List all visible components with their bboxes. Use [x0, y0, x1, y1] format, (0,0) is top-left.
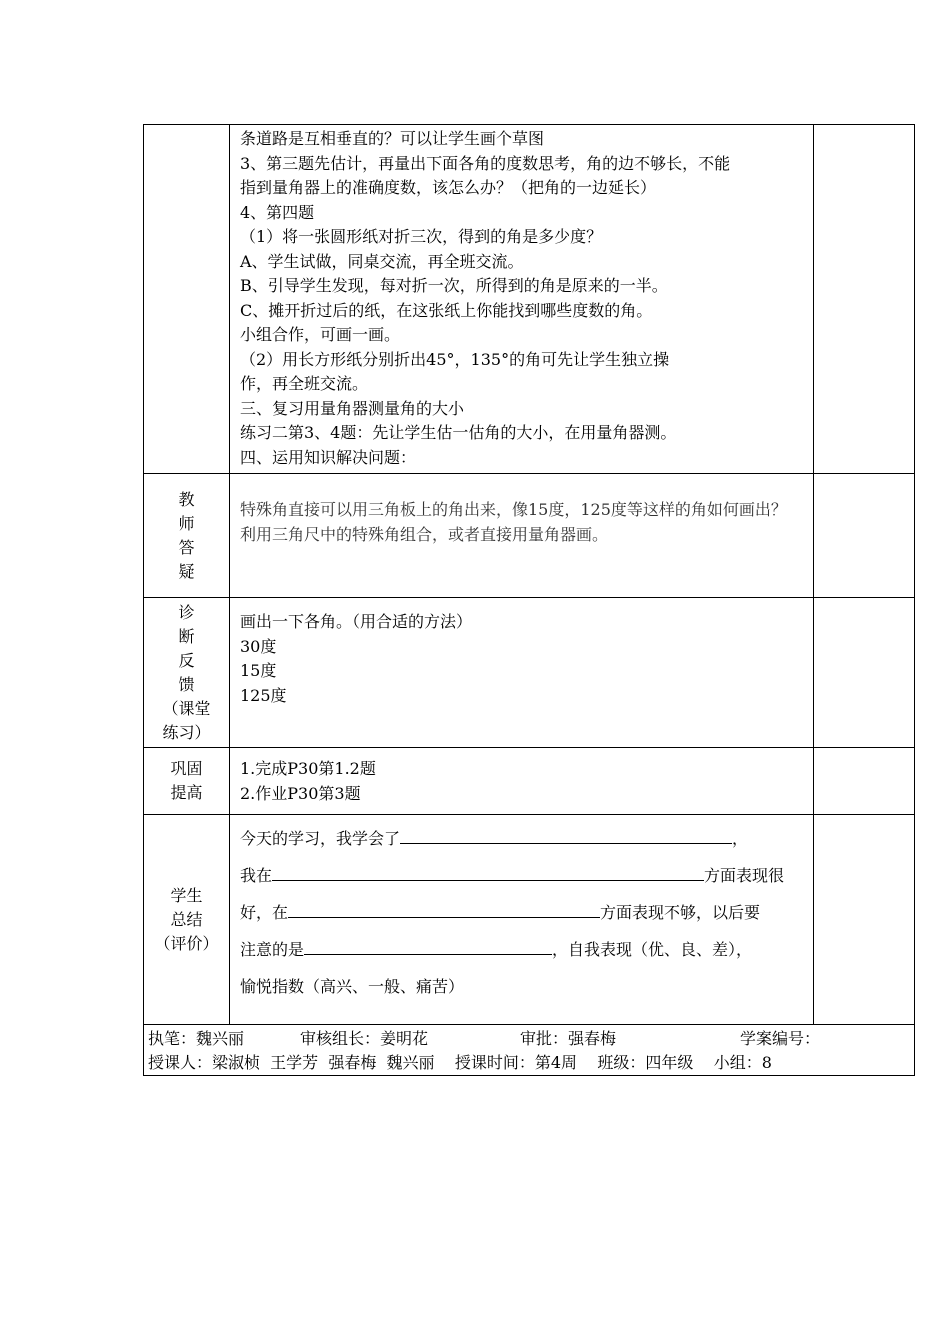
notes-cell	[814, 474, 914, 597]
text-line: （1）将一张圆形纸对折三次，得到的角是多少度？	[240, 227, 603, 246]
diagnosis-label	[144, 598, 230, 747]
label-text: （评价）	[154, 933, 219, 953]
text-line: 小组合作，可画一画。	[240, 325, 401, 344]
label-text: （课堂	[162, 698, 211, 718]
text-line: 4、第四题	[240, 202, 315, 222]
approver: 审批：强春梅	[520, 1029, 617, 1048]
fill-blank[interactable]	[288, 899, 600, 918]
label-char: 教	[178, 489, 195, 509]
label-text: 巩固	[170, 759, 203, 778]
label-char: 答	[178, 537, 195, 557]
summary-text: 今天的学习，我学会了	[240, 829, 401, 848]
label-char: 断	[178, 626, 195, 646]
text-line: 3、第三题先估计，再量出下面各角的度数思考，角的边不够长，不能	[240, 153, 731, 173]
text-line: 指到量角器上的准确度数，该怎么办？（把角的一边延长）	[240, 178, 657, 197]
activity-content	[230, 125, 814, 473]
task-item: 1.完成P30第1.2题	[240, 759, 376, 778]
notes-cell	[814, 598, 914, 747]
consolidation-content	[230, 748, 814, 814]
plan-number: 学案编号：	[740, 1029, 821, 1048]
text-line: 练习二第3、4题：先让学生估一估角的大小，在用量角器测。	[240, 423, 677, 442]
label-char: 馈	[178, 674, 195, 694]
teacher-qa-label	[144, 474, 230, 597]
summary-line	[240, 931, 805, 968]
label-text: 提高	[170, 783, 203, 802]
exercise-item: 30度	[240, 636, 277, 656]
summary-text: 方面表现不够，以后要	[600, 903, 761, 922]
summary-text: ，	[732, 829, 749, 848]
notes-cell	[814, 125, 914, 473]
teacher-qa-content	[230, 474, 814, 597]
text-line: 作，再全班交流。	[240, 374, 369, 393]
summary-text: ，自我表现（优、良、差），	[552, 940, 753, 959]
summary-content	[230, 815, 814, 1024]
label-text: 总结	[170, 909, 203, 929]
summary-line	[240, 894, 805, 931]
notes-cell	[814, 815, 914, 1024]
answer-text: 利用三角尺中的特殊角组合，或者直接用量角器画。	[240, 524, 609, 544]
consolidation-label	[144, 748, 230, 814]
summary-text: 方面表现很	[704, 866, 785, 885]
text-line: （2）用长方形纸分别折出45°，135°的角可先让学生独立操	[240, 349, 670, 369]
text-line: C、摊开折过后的纸，在这张纸上你能找到哪些度数的角。	[240, 300, 653, 320]
task-item: 2.作业P30第3题	[240, 783, 361, 803]
summary-label	[144, 815, 230, 1024]
summary-text: 注意的是	[240, 940, 305, 959]
footer-line-2: 授课人：梁淑桢 王学芳 强春梅 魏兴丽 授课时间：第4周 班级：四年级 小组：8	[148, 1053, 772, 1072]
teacher-qa-row	[144, 474, 914, 598]
label-char: 反	[178, 650, 195, 670]
summary-line	[240, 820, 805, 857]
label-char: 师	[178, 513, 195, 533]
summary-text: 我在	[240, 866, 273, 885]
text-line: 条道路是互相垂直的？可以让学生画个草图	[240, 129, 545, 148]
label-char: 诊	[178, 602, 195, 622]
fill-blank[interactable]	[400, 825, 732, 844]
diagnosis-row	[144, 598, 914, 748]
activity-label-cell	[144, 125, 230, 473]
exercise-item: 125度	[240, 685, 287, 705]
notes-cell	[814, 748, 914, 814]
consolidation-row	[144, 748, 914, 815]
text-line: B、引导学生发现，每对折一次，所得到的角是原来的一半。	[240, 276, 668, 295]
text-line: 三、复习用量角器测量角的大小	[240, 398, 465, 418]
exercise-item: 15度	[240, 661, 277, 680]
label-text: 练习）	[162, 722, 211, 742]
lesson-plan-table	[143, 124, 915, 1076]
question-text: 特殊角直接可以用三角板上的角出来，像15度，125度等这样的角如何画出？	[240, 500, 787, 519]
author: 执笔：魏兴丽	[148, 1029, 245, 1048]
footer-line-1	[148, 1027, 906, 1051]
reviewer: 审核组长：姜明花	[300, 1029, 429, 1048]
label-char: 疑	[178, 561, 195, 581]
summary-text: 好，在	[240, 903, 289, 922]
text-line: 四、运用知识解决问题：	[240, 447, 417, 467]
footer-info	[144, 1025, 914, 1075]
activity-row	[144, 125, 914, 474]
label-text: 学生	[170, 885, 203, 905]
summary-row	[144, 815, 914, 1025]
fill-blank[interactable]	[304, 936, 552, 955]
summary-line	[240, 857, 805, 894]
text-line: A、学生试做，同桌交流，再全班交流。	[240, 251, 524, 271]
summary-line: 愉悦指数（高兴、一般、痛苦）	[240, 977, 465, 996]
fill-blank[interactable]	[272, 862, 704, 881]
diagnosis-content	[230, 598, 814, 747]
exercise-instruction: 画出一下各角。（用合适的方法）	[240, 612, 473, 631]
